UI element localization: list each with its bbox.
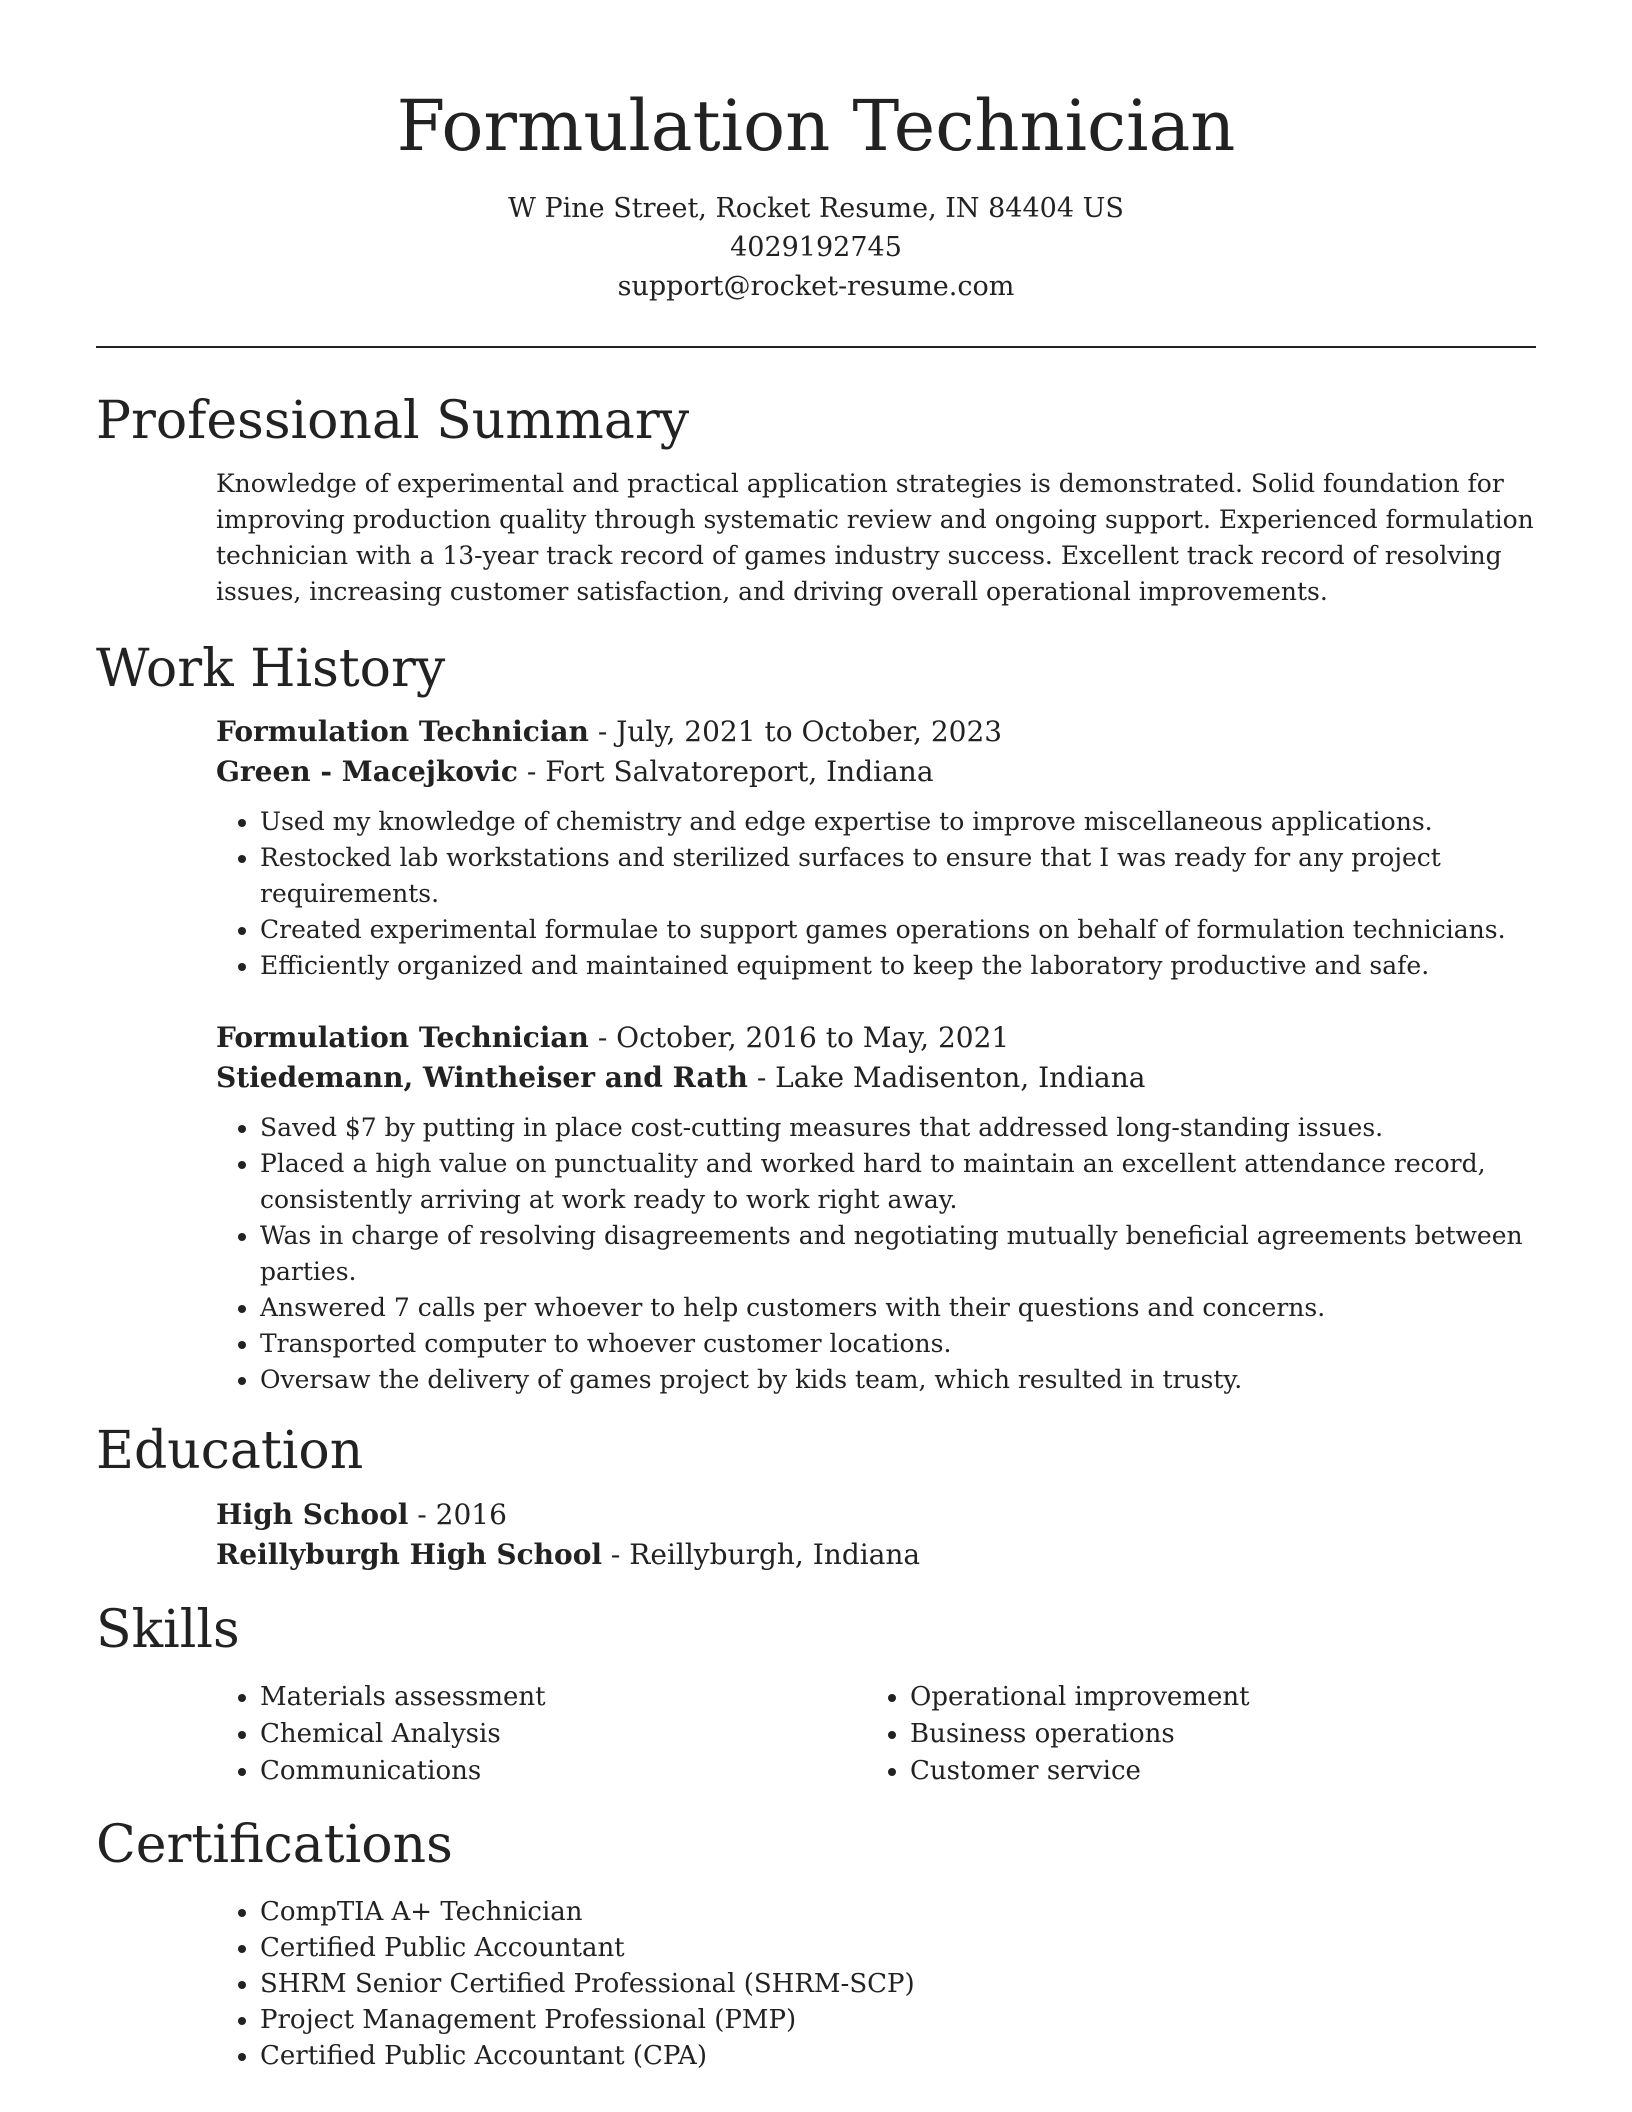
job-bullet: • Oversaw the delivery of games project by kids team, which resulted in trusty. [260, 1362, 1536, 1398]
certification-item: • Certified Public Accountant [260, 1930, 1536, 1966]
job-entry [216, 712, 1536, 984]
skills-section [96, 1599, 1536, 1790]
job-role: Formulation Technician [216, 715, 589, 749]
skill-item: • Customer service [910, 1753, 1536, 1790]
education-heading: Education [96, 1421, 364, 1482]
certifications-list [216, 1894, 1536, 2074]
job-title-line [216, 1018, 1536, 1058]
job-bullet: • Transported computer to whoever customer locations. [260, 1326, 1536, 1362]
education-location: - Reillyburgh, Indiana [602, 1537, 921, 1571]
contact-address: W Pine Street, Rocket Resume, IN 84404 US [508, 192, 1124, 224]
contact-phone: 4029192745 [730, 231, 902, 263]
job-bullet: • Efficiently organized and maintained equipment to keep the laboratory productive and safe. [260, 948, 1536, 984]
job-bullet: • Restocked lab workstations and sterilized surfaces to ensure that I was ready for any project requirements. [260, 840, 1536, 912]
skills-column-left [216, 1679, 866, 1790]
job-bullet: • Placed a high value on punctuality and worked hard to maintain an excellent attendance record, consistently arriving at work ready to work right away. [260, 1146, 1536, 1218]
skill-item: • Materials assessment [260, 1679, 866, 1716]
job-company: Stiedemann, Wintheiser and Rath [216, 1061, 748, 1095]
work-history-heading: Work History [96, 638, 446, 699]
certification-item: • Certified Public Accountant (CPA) [260, 2038, 1536, 2074]
job-bullet: • Was in charge of resolving disagreements and negotiating mutually beneficial agreements between parties. [260, 1218, 1536, 1290]
header-divider [96, 346, 1536, 348]
education-school: Reillyburgh High School [216, 1537, 603, 1571]
skills-grid [216, 1679, 1536, 1790]
job-entry [216, 1018, 1536, 1398]
skill-item: • Chemical Analysis [260, 1716, 866, 1753]
job-location: - Fort Salvatoreport, Indiana [517, 755, 934, 789]
certification-item: • CompTIA A+ Technician [260, 1894, 1536, 1930]
candidate-name: Formulation Technician [396, 85, 1236, 167]
job-bullet: • Created experimental formulae to support games operations on behalf of formulation technicians. [260, 912, 1536, 948]
skill-item: • Operational improvement [910, 1679, 1536, 1716]
contact-email: support@rocket-resume.com [617, 270, 1015, 302]
certification-item: • Project Management Professional (PMP) [260, 2002, 1536, 2038]
job-bullet: • Saved $7 by putting in place cost-cutting measures that addressed long-standing issues. [260, 1110, 1536, 1146]
certifications-section [96, 1814, 1536, 2074]
job-bullets [216, 1110, 1536, 1398]
skills-heading: Skills [96, 1599, 240, 1660]
education-section [96, 1420, 1536, 1574]
job-dates: - July, 2021 to October, 2023 [588, 715, 1003, 749]
job-title-line [216, 712, 1536, 752]
job-location: - Lake Madisenton, Indiana [747, 1061, 1146, 1095]
skill-item: • Business operations [910, 1716, 1536, 1753]
job-role: Formulation Technician [216, 1021, 589, 1055]
skill-item: • Communications [260, 1753, 866, 1790]
skills-column-right [866, 1679, 1536, 1790]
education-school-line [216, 1535, 1536, 1575]
education-degree-line [216, 1495, 1536, 1535]
education-year: - 2016 [408, 1497, 507, 1531]
job-bullets [216, 804, 1536, 984]
work-history-section [96, 638, 1536, 1398]
summary-text: Knowledge of experimental and practical application strategies is demonstrated. Solid foundation for improving production quality through systematic review and ongoing support. Experienced formulation technician with a 13-year track record of games industry success. Excellent track record of resolving issues, increasing customer satisfaction, and driving overall operational improvements. [216, 468, 1534, 606]
contact-info [0, 189, 1632, 306]
job-company: Green - Macejkovic [216, 755, 518, 789]
job-company-line [216, 752, 1536, 792]
job-bullet: • Answered 7 calls per whoever to help customers with their questions and concerns. [260, 1290, 1536, 1326]
job-bullet: • Used my knowledge of chemistry and edge expertise to improve miscellaneous applications. [260, 804, 1536, 840]
certification-item: • SHRM Senior Certified Professional (SHRM-SCP) [260, 1966, 1536, 2002]
summary-section [96, 390, 1536, 610]
job-dates: - October, 2016 to May, 2021 [588, 1021, 1010, 1055]
summary-heading: Professional Summary [96, 390, 690, 451]
certifications-heading: Certifications [96, 1815, 453, 1876]
job-company-line [216, 1058, 1536, 1098]
education-degree: High School [216, 1497, 409, 1531]
resume-header [0, 0, 1632, 306]
